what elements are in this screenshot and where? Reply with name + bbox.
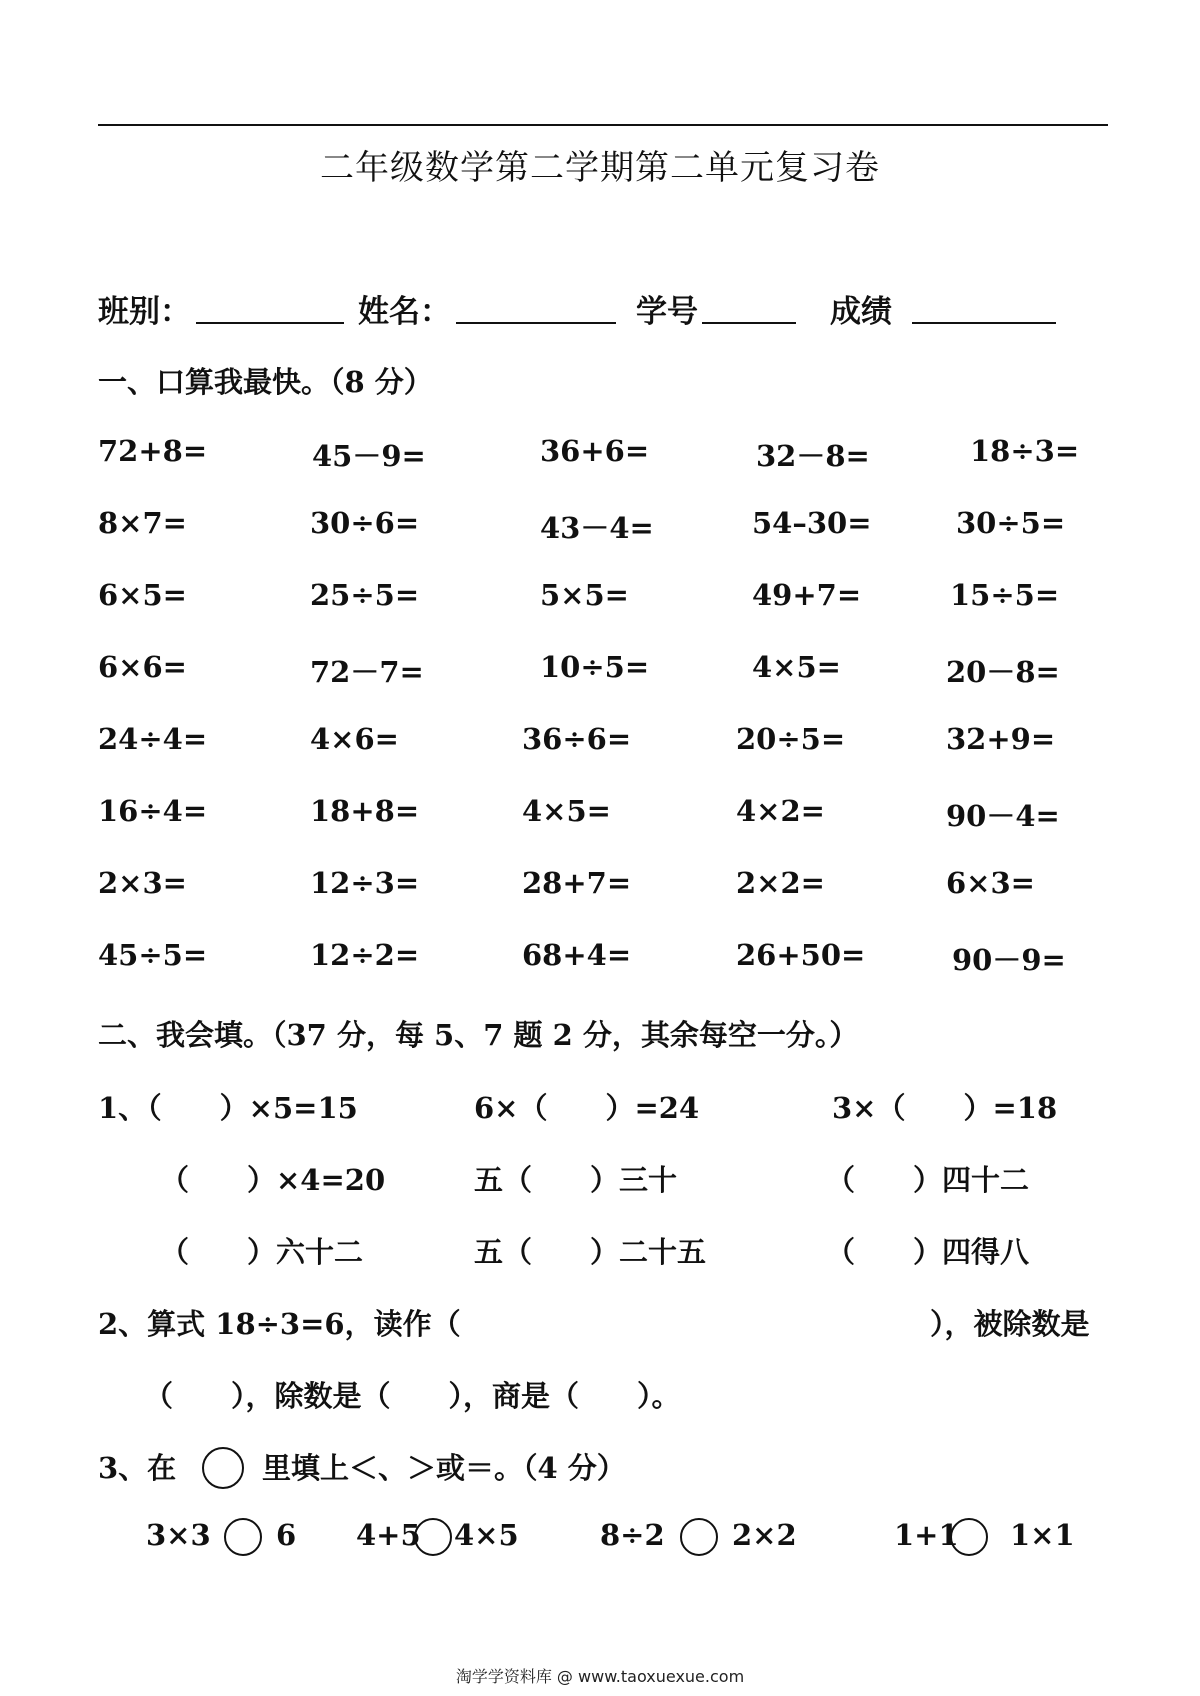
- compare-left: 3×3: [146, 1518, 211, 1552]
- calc-item: 12÷3=: [310, 866, 420, 900]
- calc-item: 32+9=: [946, 722, 1056, 756]
- q2-line1-right: ），被除数是: [930, 1307, 1090, 1341]
- q1-item: （ ）六十二: [160, 1235, 364, 1269]
- compare-left: 1+1: [894, 1518, 959, 1552]
- name-blank[interactable]: [456, 322, 616, 324]
- calc-item: 10÷5=: [540, 650, 650, 684]
- q1-item: 3×（ ）=18: [832, 1091, 1058, 1125]
- q2-line2: （ ），除数是（ ），商是（ ）。: [144, 1379, 681, 1413]
- class-label: 班别：: [98, 294, 191, 330]
- q3-suffix: 里填上＜、＞或＝。（4 分）: [262, 1451, 626, 1485]
- calc-item: 72－7=: [310, 655, 424, 689]
- q3-prefix: 3、在: [98, 1451, 177, 1485]
- calc-item: 90－4=: [946, 799, 1060, 833]
- calc-item: 49+7=: [752, 578, 862, 612]
- calc-item: 36÷6=: [522, 722, 632, 756]
- compare-circle[interactable]: [224, 1518, 262, 1556]
- calc-item: 45÷5=: [98, 938, 208, 972]
- section2-heading: 二、我会填。（37 分，每 5、7 题 2 分，其余每空一分。）: [98, 1018, 859, 1052]
- name-label: 姓名：: [358, 294, 451, 330]
- q1-item: 五（ ）三十: [474, 1163, 678, 1197]
- compare-right: 2×2: [732, 1518, 797, 1552]
- score-label: 成绩: [830, 294, 892, 330]
- calc-item: 2×3=: [98, 866, 187, 900]
- q1-item: 6×（ ）=24: [474, 1091, 700, 1125]
- compare-left: 4+5: [356, 1518, 421, 1552]
- calc-item: 54–30=: [752, 506, 872, 540]
- page-title: 二年级数学第二学期第二单元复习卷: [320, 148, 880, 188]
- calc-item: 6×5=: [98, 578, 187, 612]
- compare-right: 6: [276, 1518, 297, 1552]
- calc-item: 36+6=: [540, 434, 650, 468]
- calc-item: 5×5=: [540, 578, 629, 612]
- compare-circle[interactable]: [680, 1518, 718, 1556]
- calc-item: 6×3=: [946, 866, 1035, 900]
- top-rule: [98, 124, 1108, 126]
- student-number-blank[interactable]: [702, 322, 796, 324]
- calc-item: 8×7=: [98, 506, 187, 540]
- calc-item: 4×2=: [736, 794, 825, 828]
- calc-item: 28+7=: [522, 866, 632, 900]
- q1-item: （ ）四十二: [826, 1163, 1030, 1197]
- q1-item: 五（ ）二十五: [474, 1235, 707, 1269]
- q1-item: （ ）×4=20: [160, 1163, 386, 1197]
- score-blank[interactable]: [912, 322, 1056, 324]
- calc-item: 24÷4=: [98, 722, 208, 756]
- circle-symbol-icon: [202, 1447, 244, 1489]
- calc-item: 72+8=: [98, 434, 208, 468]
- calc-item: 43－4=: [540, 511, 654, 545]
- compare-right: 4×5: [454, 1518, 519, 1552]
- compare-circle[interactable]: [414, 1518, 452, 1556]
- calc-item: 90－9=: [952, 943, 1066, 977]
- calc-item: 18÷3=: [970, 434, 1080, 468]
- calc-item: 12÷2=: [310, 938, 420, 972]
- calc-item: 6×6=: [98, 650, 187, 684]
- calc-item: 68+4=: [522, 938, 632, 972]
- calc-item: 20－8=: [946, 655, 1060, 689]
- student-number-label: 学号: [636, 294, 698, 330]
- calc-item: 45－9=: [312, 439, 426, 473]
- calc-item: 26+50=: [736, 938, 866, 972]
- compare-right: 1×1: [1010, 1518, 1075, 1552]
- calc-item: 4×5=: [752, 650, 841, 684]
- calc-item: 4×5=: [522, 794, 611, 828]
- calc-item: 16÷4=: [98, 794, 208, 828]
- calc-item: 30÷6=: [310, 506, 420, 540]
- q1-item: 1、（ ）×5=15: [98, 1091, 358, 1125]
- calc-item: 15÷5=: [950, 578, 1060, 612]
- compare-left: 8÷2: [600, 1518, 665, 1552]
- calc-item: 25÷5=: [310, 578, 420, 612]
- calc-item: 18+8=: [310, 794, 420, 828]
- calc-item: 32－8=: [756, 439, 870, 473]
- footer-watermark: 淘学学资料库 @ www.taoxuexue.com: [455, 1667, 745, 1686]
- q2-line1-left: 2、算式 18÷3=6，读作（: [98, 1307, 461, 1341]
- section1-heading: 一、口算我最快。（8 分）: [98, 365, 433, 399]
- calc-item: 20÷5=: [736, 722, 846, 756]
- q1-item: （ ）四得八: [826, 1235, 1030, 1269]
- calc-item: 30÷5=: [956, 506, 1066, 540]
- calc-item: 2×2=: [736, 866, 825, 900]
- calc-item: 4×6=: [310, 722, 399, 756]
- compare-circle[interactable]: [950, 1518, 988, 1556]
- class-blank[interactable]: [196, 322, 344, 324]
